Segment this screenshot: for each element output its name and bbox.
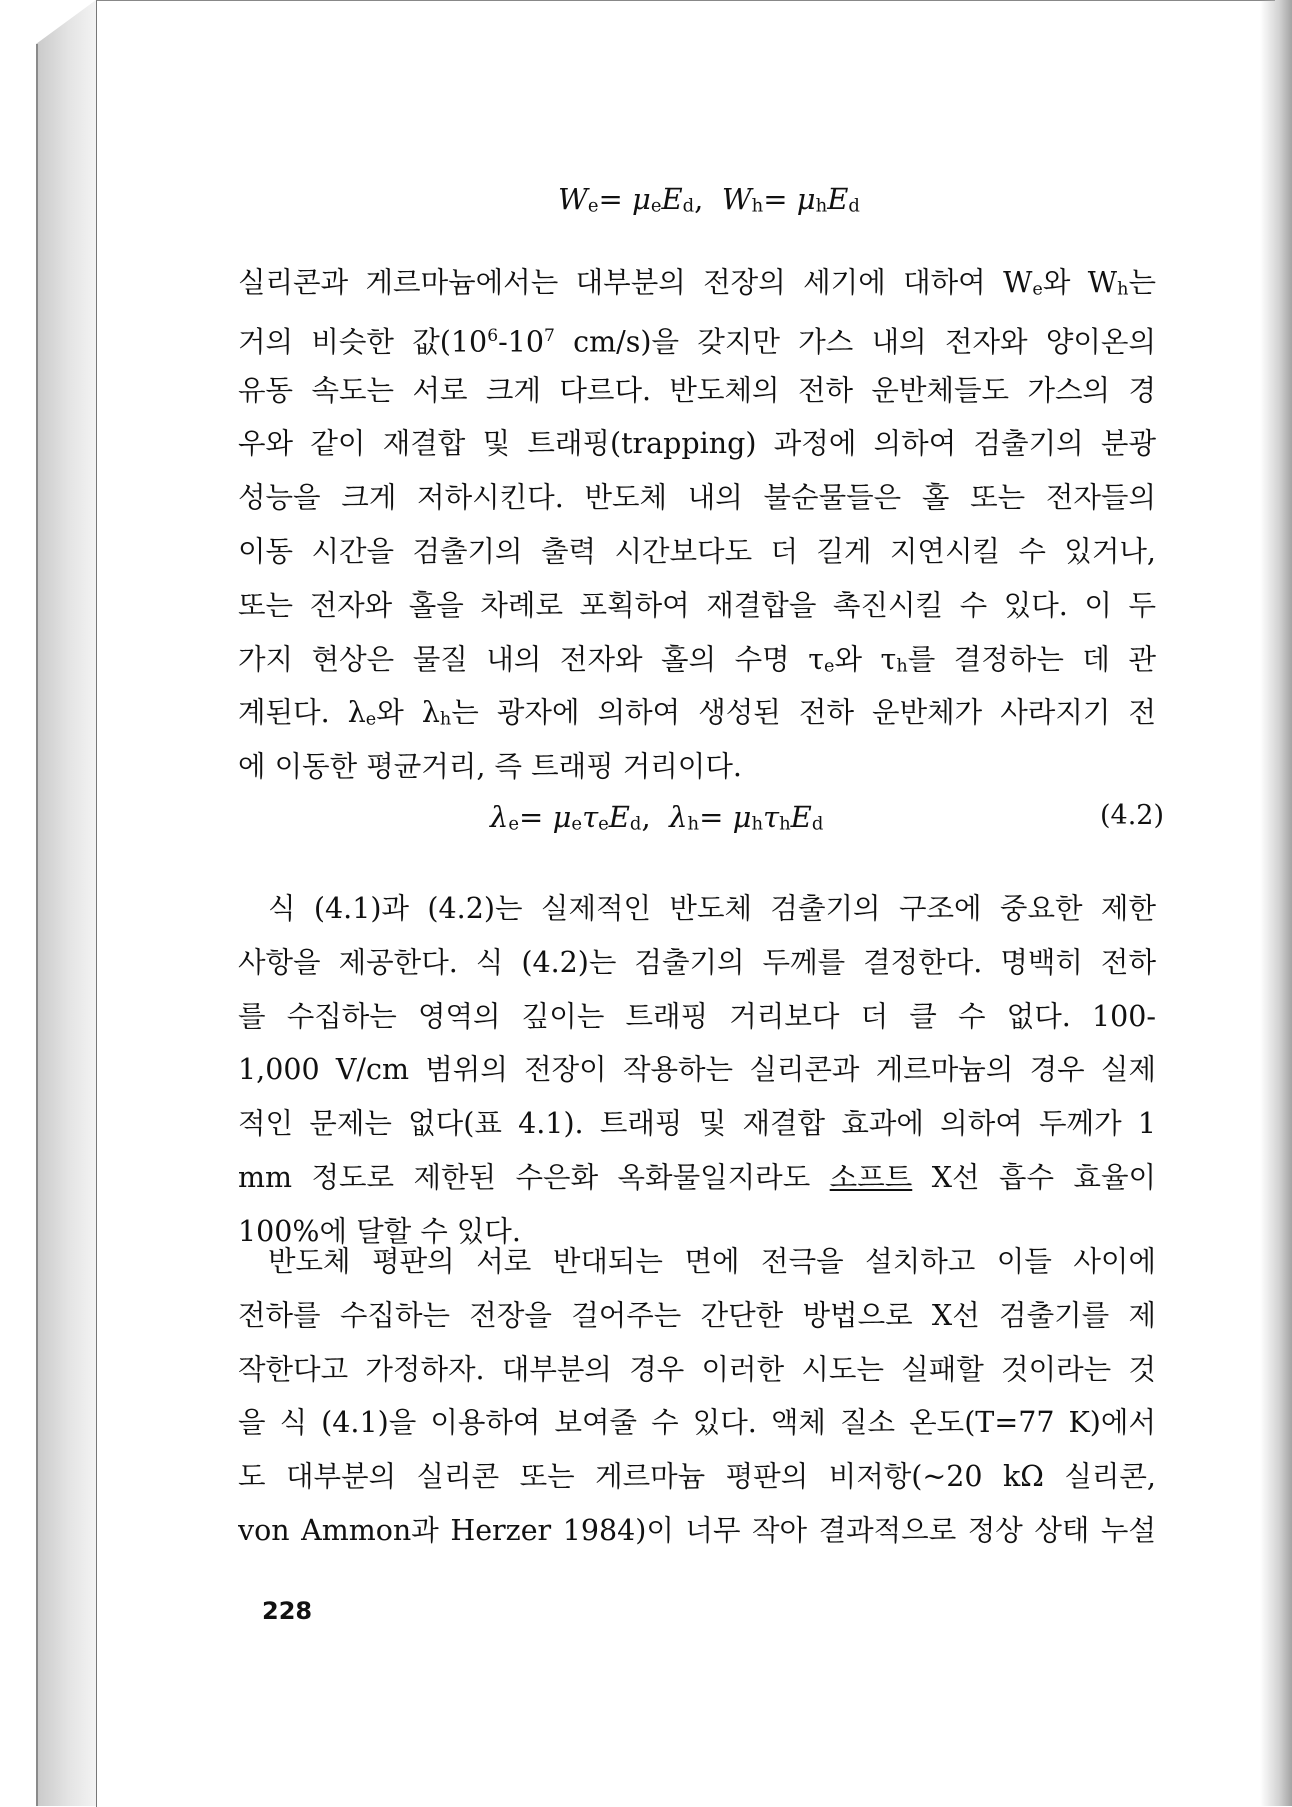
text-line: 를 수집하는 영역의 깊이는 트래핑 거리보다 더 클 수 없다. 100- — [238, 999, 1156, 1033]
text-line: 식 (4.1)과 (4.2)는 실제적인 반도체 검출기의 구조에 중요한 제한 — [268, 892, 1156, 925]
text-line: 을 식 (4.1)을 이용하여 보여줄 수 있다. 액체 질소 온도(T=77 K)에서 — [238, 1406, 1156, 1440]
paragraph-1 — [238, 256, 1156, 794]
text-line: 유동 속도는 서로 크게 다르다. 반도체의 전하 운반체들도 가스의 경 — [238, 373, 1156, 407]
text-line: 반도체 평판의 서로 반대되는 면에 전극을 설치하고 이들 사이에 — [268, 1245, 1156, 1278]
text-line: 이동 시간을 검출기의 출력 시간보다도 더 길게 지연시킬 수 있거나, — [238, 534, 1156, 568]
text-line: 적인 문제는 없다(표 4.1). 트래핑 및 재결합 효과에 의하여 두께가 1 — [238, 1107, 1156, 1141]
text-line: 실리콘과 게르마늄에서는 대부분의 전장의 세기에 대하여 $W_e$와 $W_h$는 — [238, 266, 1156, 300]
text-line: 거의 비슷한 값($10^6-10^7$ cm/s)을 갖지만 가스 내의 전자와 양이온의 — [238, 325, 1156, 359]
text-line: 100%에 달할 수 있다. — [238, 1214, 521, 1248]
text-line: 또는 전자와 홀을 차례로 포획하여 재결합을 촉진시킬 수 있다. 이 두 — [238, 588, 1156, 622]
text-line: von Ammon과 Herzer 1984)이 너무 작아 결과적으로 정상 상태 누설 — [238, 1513, 1156, 1547]
text-line: 에 이동한 평균거리, 즉 트래핑 거리이다. — [238, 750, 742, 784]
text-line: 우와 같이 재결합 및 트래핑(trapping) 과정에 의하여 검출기의 분광 — [238, 427, 1156, 461]
book-spine-edge — [36, 44, 38, 1806]
book-spine — [36, 0, 97, 1806]
paragraph-2 — [238, 882, 1156, 1259]
equation-drift-velocity: $W_e= \mu_eE_d$, $W_h= \mu_hE_d$ — [558, 182, 860, 217]
paragraph-3 — [238, 1235, 1156, 1558]
text-line: 작한다고 가정하자. 대부분의 경우 이러한 시도는 실패할 것이라는 것 — [238, 1352, 1156, 1386]
text-line: 사항을 제공한다. 식 (4.2)는 검출기의 두께를 결정한다. 명백히 전하 — [238, 945, 1156, 979]
text-line: 전하를 수집하는 전장을 걸어주는 간단한 방법으로 X선 검출기를 제 — [238, 1298, 1156, 1332]
text-line: 가지 현상은 물질 내의 전자와 홀의 수명 $\tau_e$와 $\tau_h$를 결정하는 데 관 — [238, 642, 1156, 677]
text-line: 계된다. $\lambda_e$와 $\lambda_h$는 광자에 의하여 생성된 전하 운반체가 사라지기 전 — [238, 696, 1156, 731]
page-number: 228 — [262, 1597, 313, 1625]
equation-number: (4.2) — [1100, 800, 1165, 831]
text-line: 성능을 크게 저하시킨다. 반도체 내의 불순물들은 홀 또는 전자들의 — [238, 481, 1156, 515]
text-line: 도 대부분의 실리콘 또는 게르마늄 평판의 비저항(~20 kΩ 실리콘, — [238, 1460, 1156, 1494]
text-line: mm 정도로 제한된 수은화 옥화물일지라도 소프트 X선 흡수 효율이 — [238, 1160, 1156, 1194]
equation-trapping-length: $\lambda_e= \mu_e\tau_eE_d$, $\lambda_h= \mu_h\tau_hE_d$ — [490, 800, 824, 835]
page-shadow — [1260, 0, 1292, 1806]
text-line: 1,000 V/cm 범위의 전장이 작용하는 실리콘과 게르마늄의 경우 실제 — [238, 1053, 1156, 1087]
